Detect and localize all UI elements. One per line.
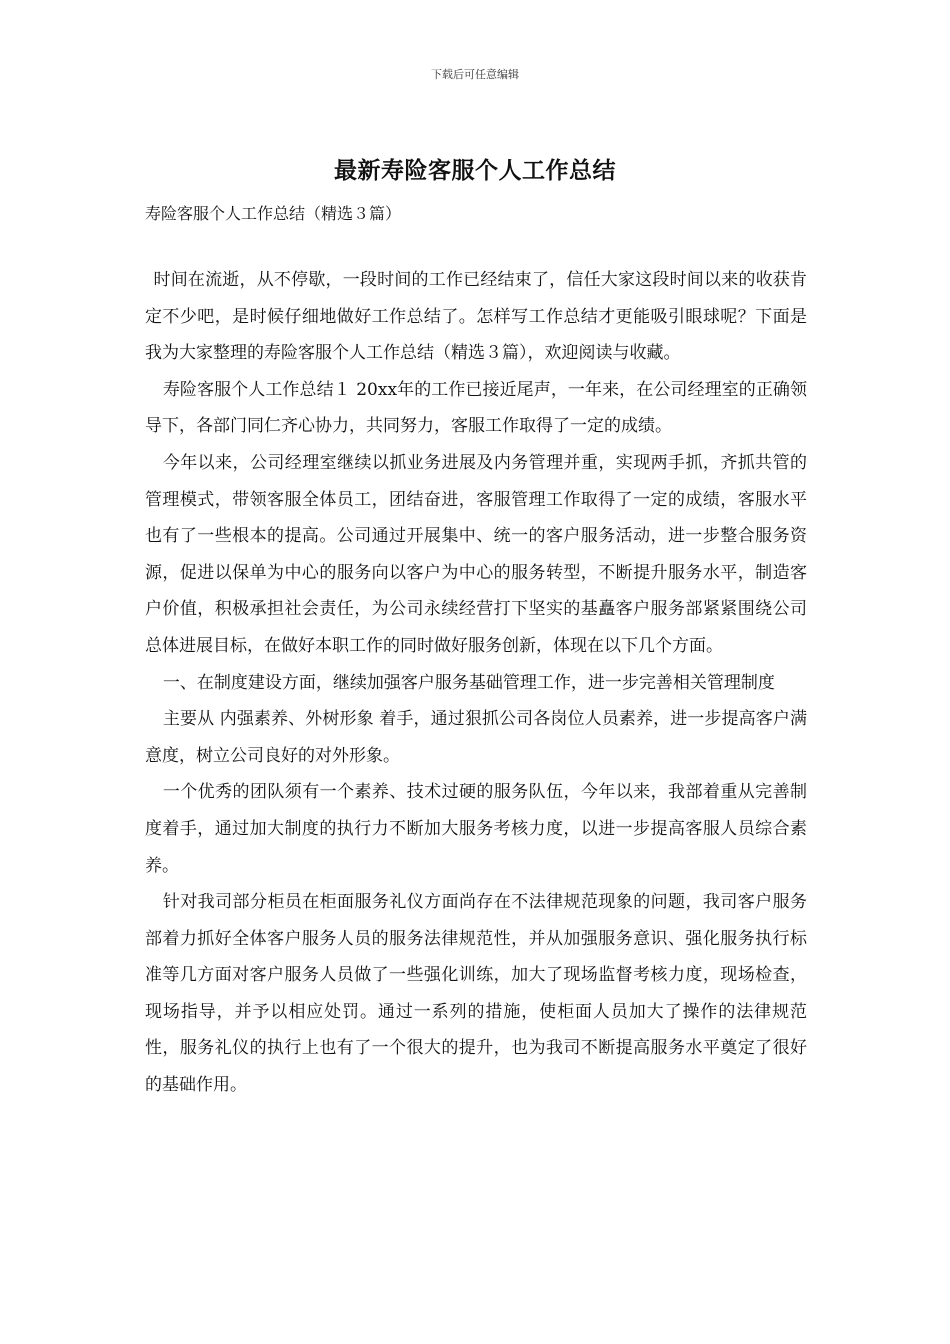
paragraph-quality: 主要从 内强素养、外树形象 着手，通过狠抓公司各岗位人员素养，进一步提高客户满意度，树立公司良好的对外形象。 [145,709,807,766]
paragraph-summary-1: 寿险客服个人工作总结１ 20xx年的工作已接近尾声，一年来，在公司经理室的正确领导下，各部门同仁齐心协力，共同努力，客服工作取得了一定的成绩。 [145,379,807,437]
paragraph-intro: 时间在流逝，从不停歇，一段时间的工作已经结束了，信任大家这段时间以来的收获肯定不少吧，是时候仔细地做好工作总结了。怎样写工作总结才更能吸引眼球呢？下面是我为大家整理的寿险客服个人工作总结（精选３篇），欢迎阅读与收藏。 [145,270,807,364]
document-title: 最新寿险客服个人工作总结 [334,157,616,184]
paragraph-management: 今年以来，公司经理室继续以抓业务进展及内务管理并重，实现两手抓，齐抓共管的管理模式，带领客服全体员工，团结奋进，客服管理工作取得了一定的成绩，客服水平也有了一些根本的提高。公司通过开展集中、统一的客户服务活动，进一步整合服务资源，促进以保单为中心的服务向以客户为中心的服务转型，不断提升服务水平，制造客户价值，积极承担社会责任，为公司永续经营打下坚实的基矗客户服务部紧紧围绕公司总体进展目标，在做好本职工作的同时做好服务创新，体现在以下几个方面。 [145,452,807,656]
paragraph-counter-service: 针对我司部分柜员在柜面服务礼仪方面尚存在不法律规范现象的问题，我司客户服务部着力抓好全体客户服务人员的服务法律规范性，并从加强服务意识、强化服务执行标准等几方面对客户服务人员做了一些强化训练，加大了现场监督考核力度，现场检查，现场指导，并予以相应处罚。通过一系列的措施，使柜面人员加大了操作的法律规范性，服务礼仪的执行上也有了一个很大的提升，也为我司不断提高服务水平奠定了很好的基础作用。 [145,892,807,1096]
paragraph-section-heading-1: 一、在制度建设方面，继续加强客户服务基础管理工作，进一步完善相关管理制度 [162,672,775,693]
document-subtitle: 寿险客服个人工作总结（精选３篇） [145,204,402,223]
header-note: 下载后可任意编辑 [431,68,519,81]
document-body [145,262,807,1104]
paragraph-team: 一个优秀的团队须有一个素养、技术过硬的服务队伍，今年以来，我部着重从完善制度着手，通过加大制度的执行力不断加大服务考核力度，以进一步提高客服人员综合素养。 [145,782,807,876]
